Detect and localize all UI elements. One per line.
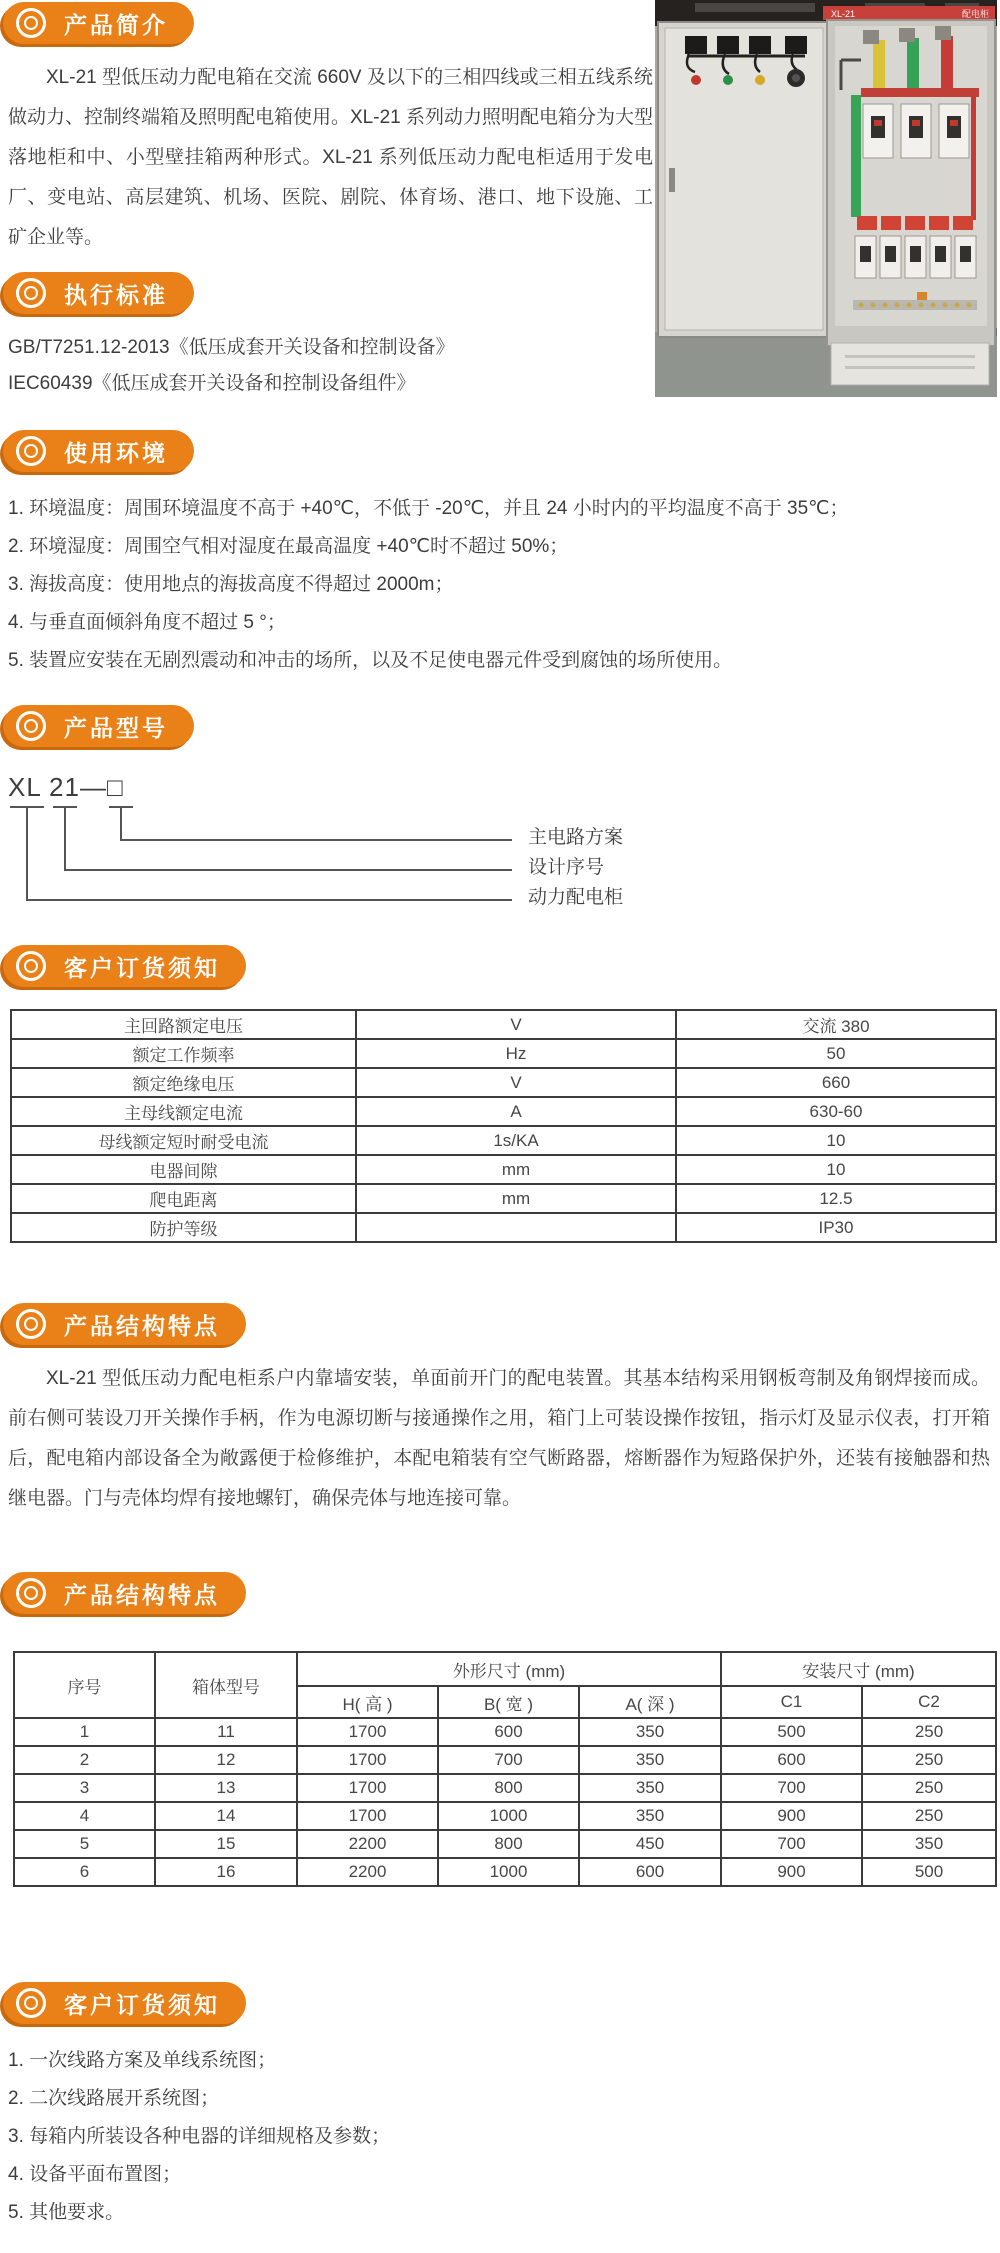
table-cell: 600 xyxy=(438,1718,579,1746)
model-number-diagram xyxy=(8,772,1000,922)
table-cell: 6 xyxy=(14,1858,155,1886)
bullseye-icon xyxy=(16,1578,46,1608)
bullseye-icon xyxy=(16,278,46,308)
structure-paragraph: XL-21 型低压动力配电柜系户内靠墙安装，单面前开门的配电装置。其基本结构采用钢板弯制及角钢焊接而成。前右侧可装设刀开关操作手柄，作为电源切断与接通操作之用，箱门上可装设操作按钮，指示灯及显示仪表，打开箱后，配电箱内部设备全为敞露便于检修维护，本配电箱装有空气断路器，熔断器作为短路保护外，还装有接触器和热继电器。门与壳体均焊有接地螺钉，确保壳体与地连接可靠。 xyxy=(8,1368,990,1509)
table-cell: 350 xyxy=(579,1802,721,1830)
table-cell: 主母线额定电流 xyxy=(11,1097,356,1126)
dim-header-b: B( 宽 ) xyxy=(438,1686,579,1718)
table-row xyxy=(14,1774,996,1802)
table-cell: 10 xyxy=(676,1155,996,1184)
table-cell: 交流 380 xyxy=(676,1010,996,1039)
table-cell: 12 xyxy=(155,1746,297,1774)
table-row xyxy=(14,1830,996,1858)
cabinet-fuse-row xyxy=(857,216,973,230)
table-cell: 1700 xyxy=(297,1718,438,1746)
table-cell: 1700 xyxy=(297,1802,438,1830)
model-label-main-circuit: 主电路方案 xyxy=(528,827,624,848)
table-cell: V xyxy=(356,1068,676,1097)
table-cell: 250 xyxy=(862,1718,996,1746)
dim-header-c1: C1 xyxy=(721,1686,862,1718)
cabinet-kick-panel xyxy=(831,343,989,385)
table-cell: mm xyxy=(356,1184,676,1213)
list-item: 3. 海拔高度：使用地点的海拔高度不得超过 2000m； xyxy=(8,574,454,595)
model-label-design-serial: 设计序号 xyxy=(528,857,605,878)
table-cell: IP30 xyxy=(676,1213,996,1242)
table-row xyxy=(11,1184,996,1213)
table-cell: 500 xyxy=(862,1858,996,1886)
list-item: 1. 一次线路方案及单线系统图； xyxy=(8,2050,277,2071)
table-cell: 800 xyxy=(438,1774,579,1802)
table-cell: 450 xyxy=(579,1830,721,1858)
table-cell: 250 xyxy=(862,1802,996,1830)
section-badge-label: 产品型号 xyxy=(64,714,168,741)
table-cell: 500 xyxy=(721,1718,862,1746)
table-row xyxy=(14,1718,996,1746)
table-cell: 电器间隙 xyxy=(11,1155,356,1184)
list-item: 2. 环境湿度：周围空气相对湿度在最高温度 +40℃时不超过 50%； xyxy=(8,536,569,557)
table-cell: 2 xyxy=(14,1746,155,1774)
bullseye-icon xyxy=(16,1309,46,1339)
section-badge-label: 执行标准 xyxy=(64,281,168,308)
table-cell: 4 xyxy=(14,1802,155,1830)
dim-header-model: 箱体型号 xyxy=(155,1652,297,1718)
bullseye-icon xyxy=(16,8,46,38)
section-badge-standards xyxy=(3,272,194,314)
table-cell: 900 xyxy=(721,1802,862,1830)
table-cell: 350 xyxy=(862,1830,996,1858)
table-row xyxy=(11,1097,996,1126)
table-cell: 250 xyxy=(862,1774,996,1802)
section-badge-label: 使用环境 xyxy=(64,439,168,466)
bullseye-icon xyxy=(16,1988,46,2018)
table-cell: 16 xyxy=(155,1858,297,1886)
list-item: 1. 环境温度：周围环境温度不高于 +40℃，不低于 -20℃，并且 24 小时内的平均温度不高于 35℃； xyxy=(8,498,849,519)
section-badge-label: 产品结构特点 xyxy=(64,1312,220,1339)
list-item: IEC60439《低压成套开关设备和控制设备组件》 xyxy=(8,373,416,394)
table-cell: 1700 xyxy=(297,1746,438,1774)
section-badge-label: 产品结构特点 xyxy=(64,1581,220,1608)
table-cell: 350 xyxy=(579,1718,721,1746)
table-cell: 3 xyxy=(14,1774,155,1802)
section-badge-dimensions xyxy=(3,1572,246,1614)
table-cell: 爬电距离 xyxy=(11,1184,356,1213)
table-cell: 2200 xyxy=(297,1858,438,1886)
table-cell: 1s/KA xyxy=(356,1126,676,1155)
table-cell: 15 xyxy=(155,1830,297,1858)
bullseye-icon xyxy=(16,436,46,466)
list-item: 4. 与垂直面倾斜角度不超过 5 °； xyxy=(8,612,286,633)
table-cell: 250 xyxy=(862,1746,996,1774)
list-item: GB/T7251.12-2013《低压成套开关设备和控制设备》 xyxy=(8,337,455,358)
table-cell: 700 xyxy=(721,1774,862,1802)
table-cell: A xyxy=(356,1097,676,1126)
table-cell: 额定工作频率 xyxy=(11,1039,356,1068)
parameters-table xyxy=(10,1009,997,1243)
table-cell: 50 xyxy=(676,1039,996,1068)
table-row xyxy=(14,1802,996,1830)
bullseye-icon xyxy=(16,711,46,741)
table-cell: 母线额定短时耐受电流 xyxy=(11,1126,356,1155)
dim-header-c2: C2 xyxy=(862,1686,996,1718)
dim-header-seq: 序号 xyxy=(14,1652,155,1718)
ordering-list xyxy=(8,2042,1000,2232)
table-cell: 10 xyxy=(676,1126,996,1155)
model-diagram-lines xyxy=(8,805,528,915)
table-cell: 1000 xyxy=(438,1858,579,1886)
table-cell: 600 xyxy=(579,1858,721,1886)
dimensions-table xyxy=(13,1651,997,1887)
section-badge-label: 客户订货须知 xyxy=(64,1991,220,2018)
table-cell: 630-60 xyxy=(676,1097,996,1126)
table-row xyxy=(11,1213,996,1242)
table-row xyxy=(14,1746,996,1774)
table-cell: 800 xyxy=(438,1830,579,1858)
bullseye-icon xyxy=(16,951,46,981)
table-row xyxy=(11,1068,996,1097)
dim-header-install-group: 安装尺寸 (mm) xyxy=(721,1652,996,1686)
table-cell: 14 xyxy=(155,1802,297,1830)
list-item: 5. 其他要求。 xyxy=(8,2202,125,2223)
table-cell: 700 xyxy=(438,1746,579,1774)
table-cell: 11 xyxy=(155,1718,297,1746)
table-cell: 600 xyxy=(721,1746,862,1774)
section-badge-structure xyxy=(3,1303,246,1345)
list-item: 5. 装置应安装在无剧烈震动和冲击的场所，以及不足使电器元件受到腐蚀的场所使用。 xyxy=(8,650,733,671)
cabinet-breakers-top xyxy=(863,104,969,158)
table-cell: 1700 xyxy=(297,1774,438,1802)
table-row xyxy=(14,1858,996,1886)
dim-header-a: A( 深 ) xyxy=(579,1686,721,1718)
table-row xyxy=(11,1155,996,1184)
table-cell xyxy=(356,1213,676,1242)
table-cell: mm xyxy=(356,1155,676,1184)
table-row xyxy=(11,1039,996,1068)
section-badge-intro xyxy=(3,2,194,44)
table-cell: 350 xyxy=(579,1774,721,1802)
table-cell: 350 xyxy=(579,1746,721,1774)
section-badge-environment xyxy=(3,430,194,472)
table-cell: Hz xyxy=(356,1039,676,1068)
table-cell: 5 xyxy=(14,1830,155,1858)
table-cell: V xyxy=(356,1010,676,1039)
product-photo xyxy=(655,0,997,397)
list-item: 3. 每箱内所装设各种电器的详细规格及参数； xyxy=(8,2126,391,2147)
table-cell: 900 xyxy=(721,1858,862,1886)
table-cell: 660 xyxy=(676,1068,996,1097)
table-cell: 12.5 xyxy=(676,1184,996,1213)
cabinet-banner-name: 配电柜 xyxy=(961,9,989,19)
table-cell: 1000 xyxy=(438,1802,579,1830)
cabinet-breakers-bottom xyxy=(855,236,976,278)
model-label-power-cabinet: 动力配电柜 xyxy=(528,887,624,908)
section-badge-label: 产品简介 xyxy=(64,11,168,38)
table-cell: 2200 xyxy=(297,1830,438,1858)
table-cell: 1 xyxy=(14,1718,155,1746)
door-handle xyxy=(669,168,675,192)
table-cell: 700 xyxy=(721,1830,862,1858)
table-cell: 主回路额定电压 xyxy=(11,1010,356,1039)
intro-paragraph: XL-21 型低压动力配电箱在交流 660V 及以下的三相四线或三相五线系统做动力、控制终端箱及照明配电箱使用。XL-21 系列动力照明配电箱分为大型落地柜和中、小型壁挂箱两种形式。XL-21 系列低压动力配电柜适用于发电厂、变电站、高层建筑、机场、医院、剧院、体育场、港口、地下设施、工矿企业等。 xyxy=(8,67,653,248)
table-cell: 13 xyxy=(155,1774,297,1802)
table-cell: 额定绝缘电压 xyxy=(11,1068,356,1097)
model-code: XL 21—□ xyxy=(8,772,124,802)
table-row xyxy=(11,1126,996,1155)
list-item: 2. 二次线路展开系统图； xyxy=(8,2088,220,2109)
section-badge-params xyxy=(3,945,246,987)
table-cell: 防护等级 xyxy=(11,1213,356,1242)
dim-header-outline-group: 外形尺寸 (mm) xyxy=(297,1652,721,1686)
distribution-cabinet-image xyxy=(655,0,997,397)
list-item: 4. 设备平面布置图； xyxy=(8,2164,182,2185)
dim-header-h: H( 高 ) xyxy=(297,1686,438,1718)
cabinet-banner-model: XL-21 xyxy=(831,9,856,19)
section-badge-label: 客户订货须知 xyxy=(64,954,220,981)
section-badge-model xyxy=(3,705,194,747)
environment-list xyxy=(8,490,1000,680)
section-badge-ordering xyxy=(3,1982,246,2024)
table-row xyxy=(11,1010,996,1039)
